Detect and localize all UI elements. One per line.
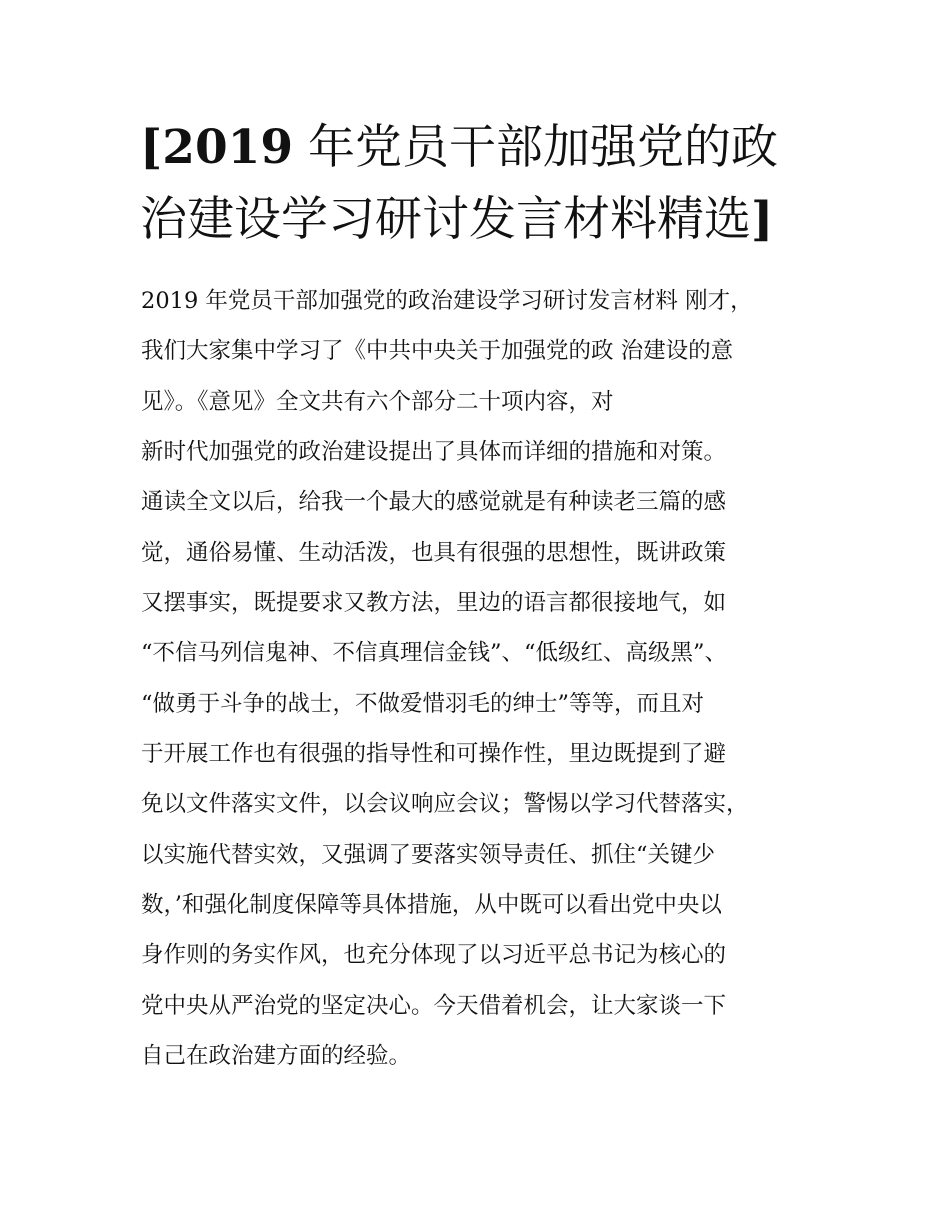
title-year: 2019 (162, 120, 294, 175)
body-line-14: 身作则的务实作风，也充分体现了以习近平总书记为核心的 (141, 942, 727, 968)
document-title-line-1 (140, 118, 778, 178)
title-close-bracket: ] (751, 192, 774, 247)
body-line-7: 又摆事实，既提要求又教方法，里边的语言都很接地气，如 (141, 590, 727, 616)
body-line-15: 党中央从严治党的坚定决心。今天借着机会，让大家谈一下 (141, 993, 727, 1019)
body-line-4: 新时代加强党的政治建设提出了具体而详细的措施和对策。 (141, 439, 727, 465)
body-line-5: 通读全文以后，给我一个最大的感觉就是有种读老三篇的感 (141, 489, 727, 515)
body-line-2: 我们大家集中学习了《中共中央关于加强党的政 治建设的意 (141, 338, 734, 364)
body-line-1: 2019 年党员干部加强党的政治建设学习研讨发言材料 刚才， (141, 288, 753, 314)
body-line-16: 自己在政治建方面的经验。 (141, 1043, 412, 1069)
body-line-13: 数，’和强化制度保障等具体措施，从中既可以看出党中央以 (141, 892, 722, 918)
title-text-2: 治建设学习研讨发言材料精选 (140, 192, 751, 247)
body-line-11: 免以文件落实文件，以会议响应会议；警惕以学习代替落实， (141, 791, 749, 817)
title-text-1: 年党员干部加强党的政 (293, 120, 779, 175)
body-line-3: 见》。《意见》全文共有六个部分二十项内容，对 (141, 389, 614, 415)
body-line-6: 觉，通俗易懂、生动活泼，也具有很强的思想性，既讲政策 (141, 540, 727, 566)
body-line-12: 以实施代替实效，又强调了要落实领导责任、抓住“关键少 (141, 842, 716, 868)
document-title-line-2 (140, 190, 773, 250)
body-line-10: 于开展工作也有很强的指导性和可操作性，里边既提到了避 (141, 741, 727, 767)
title-open-bracket: [ (140, 120, 163, 175)
body-line-8: “不信马列信鬼神、不信真理信金钱”、“低级红、高级黑”、 (141, 640, 728, 666)
body-line-9: “做勇于斗争的战士，不做爱惜羽毛的绅士”等等，而且对 (141, 691, 705, 717)
